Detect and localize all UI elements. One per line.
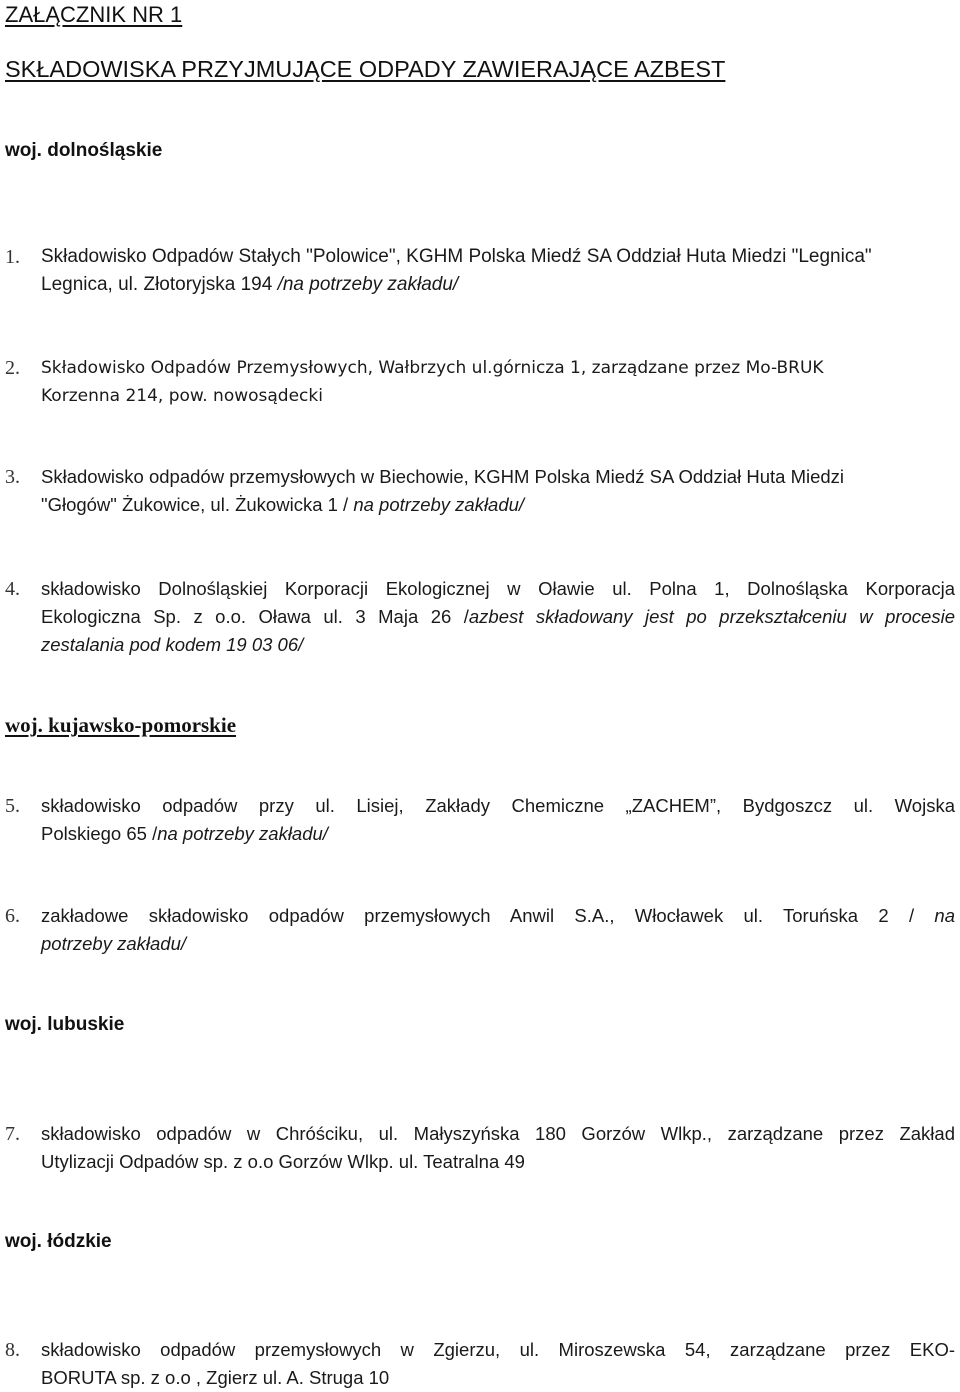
annex-title: ZAŁĄCZNIK NR 1 [5,2,183,27]
text-segment: składowisko odpadów w Chróściku, ul. Małyszyńska 180 Gorzów Wlkp., zarządzane przez Zakład [41,1123,955,1144]
item-number: 7. [5,1123,20,1145]
text-segment: składowisko odpadów przemysłowych w Zgierzu, ul. Miroszewska 54, zarządzane przez EKO- [41,1339,955,1360]
text-segment: zakładowe składowisko odpadów przemysłowych Anwil S.A., Włocławek ul. Toruńska 2 / [41,905,935,926]
text-line [41,603,955,631]
text-line [41,1364,955,1392]
text-line [41,792,955,820]
region-heading-dolnoslaskie: woj. dolnośląskie [5,140,163,161]
list-item-6 [5,902,955,958]
item-number: 6. [5,905,20,927]
list-item-7 [5,1120,955,1176]
italic-note: zestalania pod kodem 19 03 06/ [41,634,304,655]
list-item-2 [5,354,955,410]
text-segment: Utylizacji Odpadów sp. z o.o Gorzów Wlkp. ul. Teatralna 49 [41,1151,525,1172]
text-line [41,575,955,603]
italic-note: azbest składowany jest po przekształceniu w procesie [468,606,955,627]
italic-note: /na potrzeby zakładu/ [277,274,459,295]
text-line [41,243,955,271]
text-segment: Składowisko Odpadów Przemysłowych, Wałbrzych ul.górnicza 1, zarządzane przez Mo-BRUK [41,358,824,378]
italic-note: na potrzeby zakładu/ [353,494,525,515]
item-number: 4. [5,578,20,600]
region-heading-lubuskie: woj. lubuskie [5,1014,125,1035]
main-title: SKŁADOWISKA PRZYJMUJĄCE ODPADY ZAWIERAJĄCE AZBEST [5,56,726,82]
text-segment: Składowisko Odpadów Stałych "Polowice", KGHM Polska Miedź SA Oddział Huta Miedzi "Legnica" [41,246,872,267]
list-item-8 [5,1336,955,1392]
item-number: 5. [5,795,20,817]
item-number: 8. [5,1339,20,1361]
text-line [41,382,955,410]
text-line [41,930,955,958]
list-item-3 [5,463,955,519]
text-segment: składowisko Dolnośląskiej Korporacji Ekologicznej w Oławie ul. Polna 1, Dolnośląska Korporacja [41,578,955,599]
text-line [41,491,955,519]
item-text [41,575,955,659]
region-heading-lodzkie: woj. łódzkie [5,1231,112,1252]
text-line [41,271,955,299]
text-line [41,902,955,930]
text-segment: Składowisko odpadów przemysłowych w Biechowie, KGHM Polska Miedź SA Oddział Huta Miedzi [41,466,845,487]
region-heading-kujawsko-pomorskie: woj. kujawsko-pomorskie [5,713,237,737]
item-text [41,463,955,519]
list-item-1 [5,243,955,299]
text-line [41,820,955,848]
item-text [41,902,955,958]
item-number: 3. [5,466,20,488]
item-number: 2. [5,357,20,379]
text-segment: Korzenna 214, pow. nowosądecki [41,386,323,406]
text-segment: Legnica, ul. Złotoryjska 194 [41,274,278,295]
italic-note: na [934,905,955,926]
list-item-4 [5,575,955,659]
text-line [41,1336,955,1364]
item-number: 1. [5,246,20,268]
text-segment: Ekologiczna Sp. z o.o. Oława ul. 3 Maja 26 / [41,606,469,627]
text-line [41,354,955,382]
text-line [41,463,955,491]
italic-note: na potrzeby zakładu/ [157,823,328,844]
item-text [41,243,955,299]
italic-note: potrzeby zakładu/ [41,933,187,954]
text-segment: składowisko odpadów przy ul. Lisiej, Zakłady Chemiczne „ZACHEM”, Bydgoszcz ul. Wojska [41,795,955,816]
text-segment: "Głogów" Żukowice, ul. Żukowicka 1 / [41,494,354,515]
item-text [41,792,955,848]
item-text [41,1336,955,1392]
item-text [41,1120,955,1176]
text-line [41,1148,955,1176]
text-segment: Polskiego 65 / [41,823,158,844]
text-segment: BORUTA sp. z o.o , Zgierz ul. A. Struga 10 [41,1367,390,1388]
text-line [41,1120,955,1148]
text-line [41,631,955,659]
list-item-5 [5,792,955,848]
item-text [41,354,955,410]
